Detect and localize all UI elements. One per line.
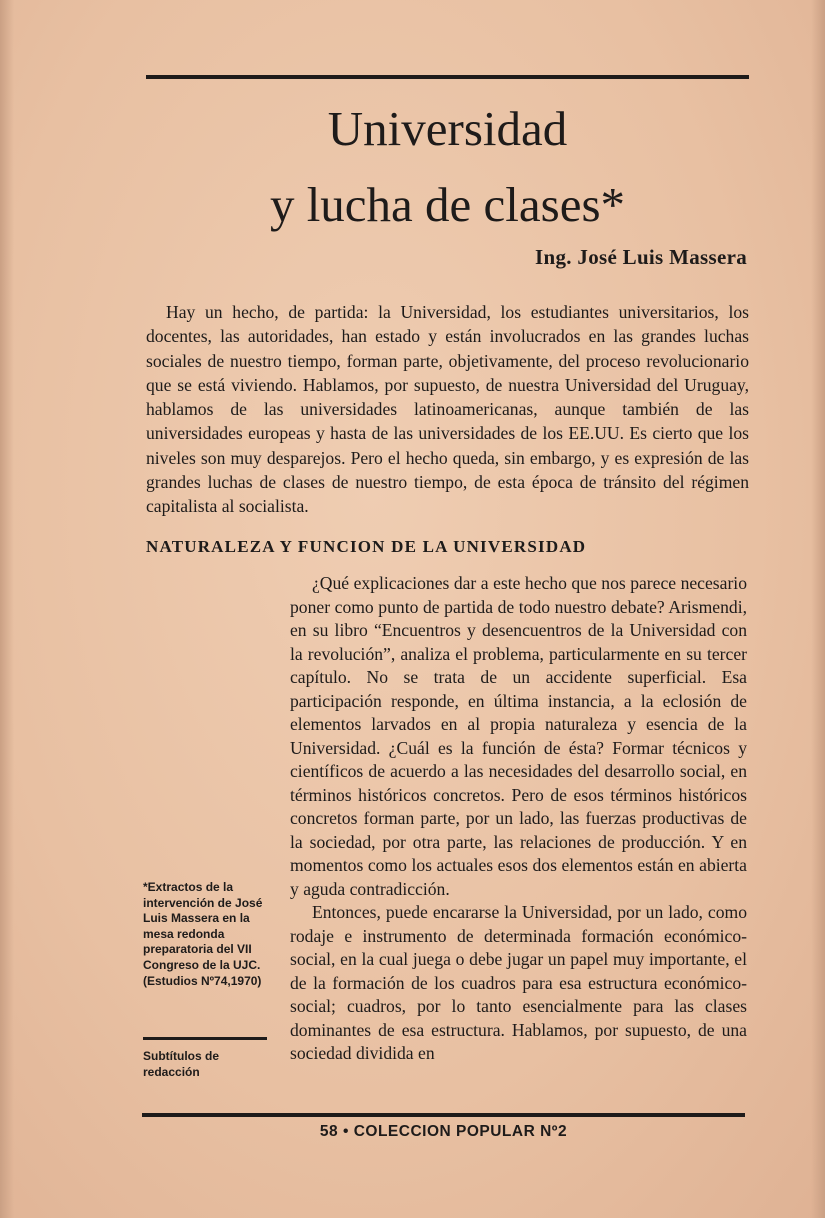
section-body (290, 572, 747, 1066)
body-paragraph: Entonces, puede encararse la Universidad, por un lado, como rodaje e instrumento de determinada formación económico-social, en la cual juega o debe jugar un papel muy importante, el de la formación de los cuadros para esa estructura económico-social; cuadros, por lo tanto esencialmente para las clases dominantes de esa estructura. Hablamos, por supuesto, de una sociedad dividida en (290, 902, 747, 1063)
footnote: *Extractos de la intervención de José Luis Massera en la mesa redonda preparatoria del VII Congreso de la UJC. (Estudios Nº74,1970) (143, 880, 263, 988)
article-title-line-1: Universidad (327, 101, 568, 156)
article-title-line-2: y lucha de clases* (269, 177, 626, 232)
page-footer: 58 • COLECCION POPULAR Nº2 (319, 1123, 568, 1140)
top-rule (146, 75, 749, 79)
editorial-note: Subtítulos de redacción (143, 1049, 219, 1079)
bottom-rule (142, 1113, 745, 1117)
page-edge-shadow-left (0, 0, 14, 1218)
section-heading: NATURALEZA Y FUNCION DE LA UNIVERSIDAD (146, 537, 587, 556)
article-author: Ing. José Luis Massera (535, 245, 747, 269)
sidebar-rule (143, 1037, 267, 1040)
body-paragraph: ¿Qué explicaciones dar a este hecho que nos parece necesario poner como punto de partida de todo nuestro debate? Arismendi, en su libro “Encuentros y desencuentros de la Universidad con la revolución”, analiza el problema, particularmente en su tercer capítulo. No se trata de un accidente superficial. Esa participación responde, en última instancia, a la eclosión de elementos larvados en al propia naturaleza y esencia de la Universidad. ¿Cuál es la función de ésta? Formar técnicos y científicos de acuerdo a las necesidades del desarrollo social, en términos históricos concretos. Pero de esos términos históricos concretos forman parte, por un lado, las fuerzas productivas de la sociedad, por otra parte, las relaciones de producción. Y en momentos como los actuales esos dos elementos están en abierta y aguda contradicción. (290, 573, 747, 899)
intro-paragraph: Hay un hecho, de partida: la Universidad, los estudiantes universitarios, los docentes, las autoridades, han estado y están involucrados en las grandes luchas sociales de nuestro tiempo, forman parte, objetivamente, del proceso revolucionario que se está viviendo. Hablamos, por supuesto, de nuestra Universidad del Uruguay, hablamos de las universidades latinoamericanas, aunque también de las universidades europeas y hasta de las universidades de los EE.UU. Es cierto que los niveles son muy desparejos. Pero el hecho queda, sin embargo, y es expresión de las grandes luchas de clases de nuestro tiempo, de esta época de tránsito del régimen capitalista al socialista. (146, 302, 749, 517)
page-edge-shadow-right (811, 0, 825, 1218)
